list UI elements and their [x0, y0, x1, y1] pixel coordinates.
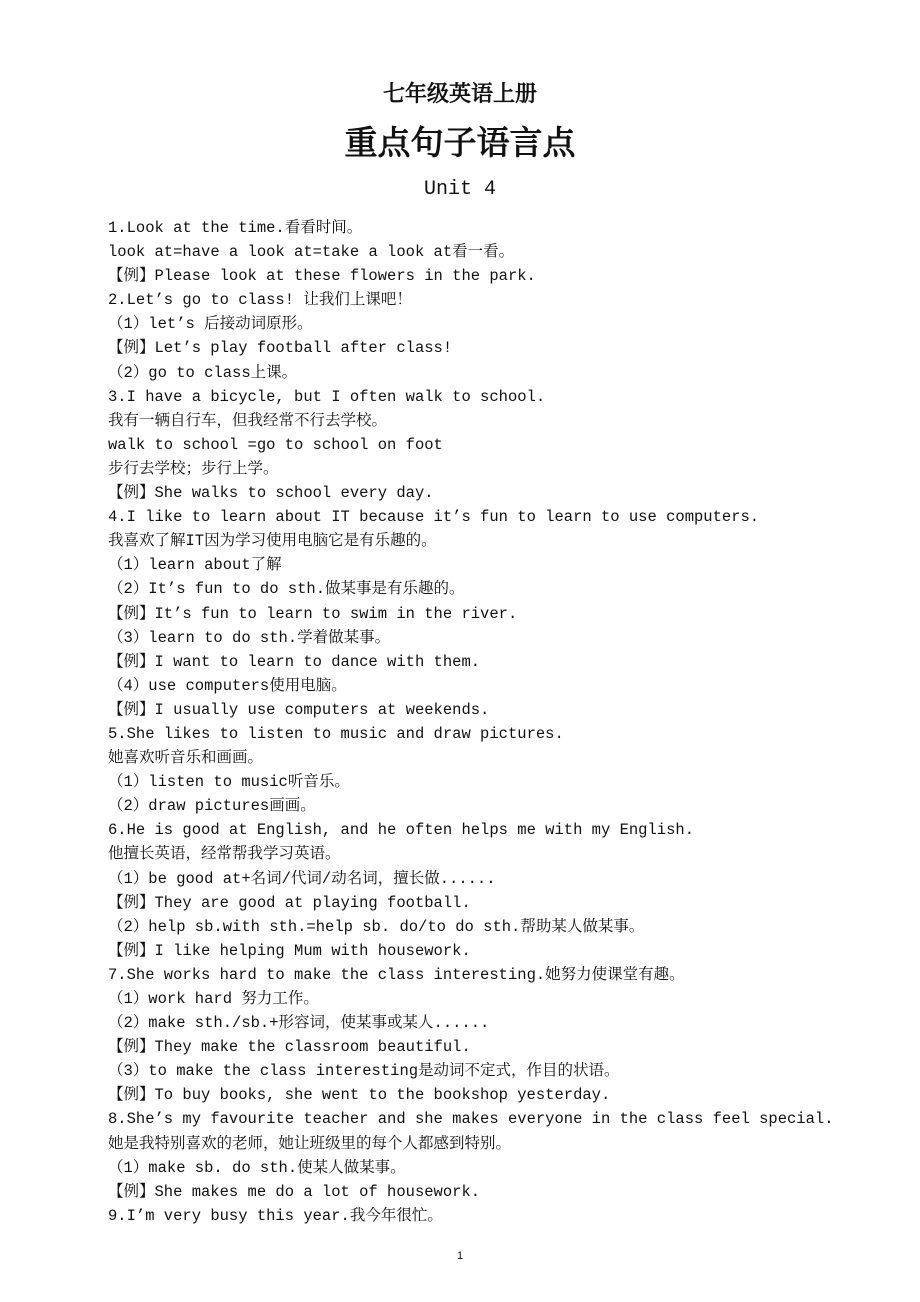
- text-line: 我有一辆自行车，但我经常不行去学校。: [108, 411, 388, 430]
- text-line: （4）use computers使用电脑。: [108, 676, 347, 695]
- text-line: （3）learn to do sth.学着做某事。: [108, 628, 391, 647]
- text-line: 【例】I usually use computers at weekends.: [108, 700, 490, 719]
- document-body: [108, 216, 888, 1228]
- unit-heading: Unit 4: [423, 178, 496, 201]
- text-line: （2）draw pictures画画。: [108, 797, 316, 816]
- text-line: 【例】Let’s play football after class!: [108, 339, 453, 358]
- text-line: （2）It’s fun to do sth.做某事是有乐趣的。: [108, 580, 465, 599]
- text-line: 步行去学校；步行上学。: [108, 459, 279, 478]
- document-subtitle: 重点句子语言点: [344, 123, 576, 162]
- text-line: 她是我特别喜欢的老师，她让班级里的每个人都感到特别。: [108, 1134, 512, 1153]
- text-line: 【例】To buy books, she went to the bookshop yesterday.: [108, 1086, 611, 1105]
- text-line: 【例】They are good at playing football.: [108, 893, 471, 912]
- text-line: look at=have a look at=take a look at看一看。: [108, 243, 515, 262]
- text-line: 2.Let’s go to class! 让我们上课吧！: [108, 291, 412, 310]
- text-line: 【例】They make the classroom beautiful.: [108, 1038, 471, 1057]
- text-line: 【例】I like helping Mum with housework.: [108, 941, 471, 960]
- text-line: walk to school =go to school on foot: [108, 435, 443, 454]
- text-line: （3）to make the class interesting是动词不定式，作目的状语。: [108, 1062, 620, 1081]
- text-line: 【例】I want to learn to dance with them.: [108, 652, 481, 671]
- text-line: 9.I’m very busy this year.我今年很忙。: [108, 1206, 443, 1225]
- text-line: 1.Look at the time.看看时间。: [108, 219, 363, 237]
- text-line: 6.He is good at English, and he often helps me with my English.: [108, 821, 694, 840]
- text-line: （1）let’s 后接动词原形。: [108, 315, 313, 334]
- text-line: （1）make sb. do sth.使某人做某事。: [108, 1158, 406, 1177]
- text-line: （1）work hard 努力工作。: [108, 990, 319, 1008]
- text-line: （2）help sb.with sth.=help sb. do/to do sth.帮助某人做某事。: [108, 917, 645, 936]
- text-line: 4.I like to learn about IT because it’s fun to learn to use computers.: [108, 508, 760, 527]
- text-line: 3.I have a bicycle, but I often walk to school.: [108, 387, 546, 406]
- text-line: 【例】Please look at these flowers in the park.: [108, 267, 536, 286]
- text-line: 【例】It’s fun to learn to swim in the river.: [108, 604, 518, 623]
- text-line: （1）be good at+名词/代词/动名词，擅长做......: [108, 869, 496, 888]
- document-title: 七年级英语上册: [382, 82, 537, 107]
- page-number: 1: [456, 1250, 464, 1262]
- text-line: 她喜欢听音乐和画画。: [108, 749, 264, 768]
- text-line: 【例】She makes me do a lot of housework.: [108, 1182, 481, 1201]
- text-line: （2）go to class上课。: [108, 363, 298, 382]
- text-line: 7.She works hard to make the class interesting.她努力使课堂有趣。: [108, 965, 685, 984]
- text-line: 5.She likes to listen to music and draw pictures.: [108, 724, 564, 743]
- text-line: 8.She’s my favourite teacher and she makes everyone in the class feel special.: [108, 1110, 834, 1129]
- text-line: 我喜欢了解IT因为学习使用电脑它是有乐趣的。: [108, 532, 437, 551]
- text-line: 【例】She walks to school every day.: [108, 484, 434, 503]
- text-line: （1）learn about了解: [108, 556, 282, 575]
- text-line: （2）make sth./sb.+形容词，使某事或某人......: [108, 1014, 490, 1033]
- text-line: （1）listen to music听音乐。: [108, 773, 350, 792]
- text-line: 他擅长英语，经常帮我学习英语。: [108, 845, 341, 864]
